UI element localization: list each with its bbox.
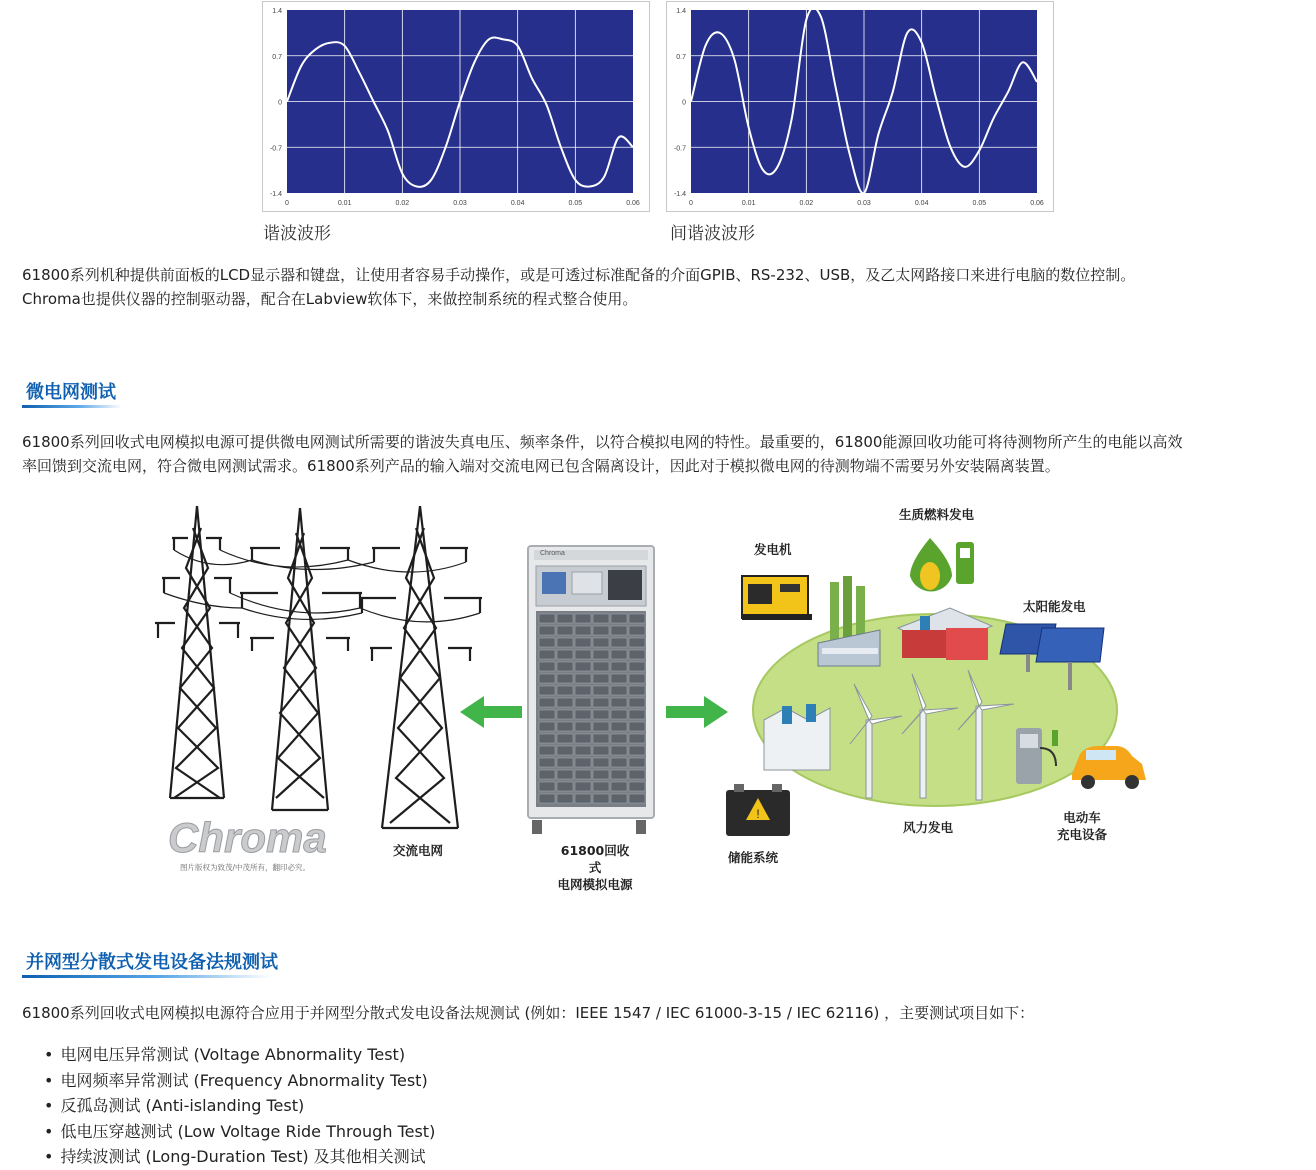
cabinet-module — [575, 746, 591, 755]
cabinet-module — [575, 722, 591, 731]
cabinet-module — [575, 638, 591, 647]
ev-charger-label-line-2: 充电设备 — [1056, 827, 1107, 842]
cabinet-module — [611, 638, 627, 647]
cabinet-module — [629, 710, 645, 719]
cabinet-module — [611, 746, 627, 755]
harmonic-waveform-caption: 谐波波形 — [263, 224, 331, 244]
x-tick-label: 0.01 — [337, 200, 352, 207]
cabinet-module — [593, 686, 609, 695]
cabinet-module — [557, 770, 573, 779]
interharmonic-waveform-chart — [667, 2, 1053, 211]
intro-line-2: Chroma也提供仪器的控制驱动器，配合在Labview软体下，来做控制系统的程式整合使用。 — [22, 290, 638, 308]
biofuel-label: 生质燃料发电 — [899, 507, 975, 522]
cabinet-module — [557, 710, 573, 719]
ev-charger-label-line-1: 电动车 — [1063, 810, 1101, 825]
cabinet-module — [593, 650, 609, 659]
x-tick-label: 0.05 — [568, 200, 583, 207]
microgrid-diagram — [150, 498, 1160, 888]
cabinet-module — [539, 734, 555, 743]
cabinet-module — [593, 782, 609, 791]
cabinet-module — [593, 722, 609, 731]
y-tick-label: 0.7 — [272, 53, 282, 61]
x-tick-label: 0.01 — [741, 200, 756, 207]
x-tick-label: 0.04 — [510, 200, 525, 207]
wind-label: 风力发电 — [903, 820, 954, 835]
cabinet-module — [611, 650, 627, 659]
list-item: • 电网电压异常测试 (Voltage Abnormality Test) — [44, 1042, 435, 1068]
list-item: • 持续波测试 (Long-Duration Test) 及其他相关测试 — [44, 1144, 435, 1170]
cabinet-module — [629, 662, 645, 671]
cabinet-module — [593, 710, 609, 719]
grid-simulator-label — [555, 842, 635, 893]
y-tick-label: -0.7 — [673, 145, 686, 153]
cabinet-module — [611, 662, 627, 671]
cabinet-module — [629, 674, 645, 683]
list-item: • 反孤岛测试 (Anti-islanding Test) — [44, 1093, 435, 1119]
generator-icon — [742, 576, 812, 620]
x-tick-label: 0.06 — [626, 200, 640, 207]
cabinet-module — [557, 674, 573, 683]
cabinet-module — [575, 794, 591, 803]
cabinet-module — [611, 734, 627, 743]
harmonic-waveform-panel — [262, 1, 650, 212]
cabinet-module — [629, 650, 645, 659]
x-tick-label: 0 — [689, 200, 693, 207]
x-tick-label: 0.02 — [799, 200, 814, 207]
cabinet-module — [611, 674, 627, 683]
cabinet-module — [593, 794, 609, 803]
cabinet-module — [575, 734, 591, 743]
arrow-to-microgrid-icon — [666, 696, 728, 728]
arrow-to-grid-icon — [460, 696, 522, 728]
grid-simulator-label-line-1: 61800回收式 — [560, 843, 630, 875]
generator-label: 发电机 — [754, 542, 792, 557]
cabinet-module — [539, 758, 555, 767]
cabinet-module — [593, 734, 609, 743]
cabinet-module — [593, 746, 609, 755]
battery-storage-icon — [726, 784, 790, 836]
grid-simulator-label-line-2: 电网模拟电源 — [557, 877, 633, 892]
y-tick-label: 0.7 — [676, 53, 686, 61]
cabinet-module — [539, 722, 555, 731]
cabinet-module — [539, 698, 555, 707]
cabinet-module — [539, 614, 555, 623]
cabinet-module — [629, 614, 645, 623]
cabinet-module — [593, 770, 609, 779]
cabinet-module — [539, 794, 555, 803]
microgrid-title-underline — [22, 405, 122, 408]
gridtie-section-title: 并网型分散式发电设备法规测试 — [26, 952, 278, 973]
cabinet-module — [611, 770, 627, 779]
cabinet-module — [539, 746, 555, 755]
cabinet-module — [539, 782, 555, 791]
copyright-notice: 图片版权为致茂/中茂所有，翻印必究。 — [180, 863, 311, 872]
cabinet-module — [539, 662, 555, 671]
cabinet-module — [611, 626, 627, 635]
cabinet-module — [575, 782, 591, 791]
cabinet-module — [539, 686, 555, 695]
storage-label: 储能系统 — [728, 850, 779, 865]
x-tick-label: 0.03 — [453, 200, 467, 207]
cabinet-module — [575, 710, 591, 719]
cabinet-module — [539, 638, 555, 647]
microgrid-paragraph — [22, 430, 1182, 478]
x-tick-label: 0.03 — [857, 200, 871, 207]
gridtie-test-list — [44, 1042, 435, 1170]
cabinet-module — [557, 722, 573, 731]
x-tick-label: 0.05 — [972, 200, 987, 207]
cabinet-module — [539, 770, 555, 779]
cabinet-module — [629, 746, 645, 755]
cabinet-module — [575, 686, 591, 695]
y-tick-label: 0 — [682, 99, 686, 107]
solar-label: 太阳能发电 — [1023, 599, 1086, 614]
cabinet-module — [539, 710, 555, 719]
microgrid-line-1: 61800系列回收式电网模拟电源可提供微电网测试所需要的谐波失真电压、频率条件，以符合模拟电网的特性。最重要的，61800能源回收功能可将待测物所产生的电能以高效 — [22, 433, 1183, 451]
ev-charger-label — [1054, 809, 1110, 843]
cabinet-module — [629, 782, 645, 791]
intro-line-1: 61800系列机种提供前面板的LCD显示器和键盘，让使用者容易手动操作，或是可透过标准配备的介面GPIB、RS-232、USB，及乙太网路接口来进行电脑的数位控制。 — [22, 266, 1136, 284]
cabinet-module — [557, 794, 573, 803]
electric-car-icon — [1072, 746, 1146, 789]
cabinet-module — [593, 758, 609, 767]
cabinet-module — [593, 674, 609, 683]
cabinet-module — [629, 758, 645, 767]
gridtie-intro: 61800系列回收式电网模拟电源符合应用于并网型分散式发电设备法规测试 (例如：IEEE 1547 / IEC 61000-3-15 / IEC 62116) ，主要测试项目如下： — [22, 1004, 1035, 1022]
cabinet-module — [629, 686, 645, 695]
battery-warning-glyph: ! — [756, 807, 760, 821]
cabinet-module — [611, 698, 627, 707]
y-tick-label: 0 — [278, 99, 282, 107]
cabinet-module — [593, 698, 609, 707]
cabinet-module — [575, 614, 591, 623]
cabinet-module — [557, 698, 573, 707]
cabinet-module — [611, 722, 627, 731]
y-tick-label: -1.4 — [673, 191, 686, 198]
interharmonic-waveform-panel — [666, 1, 1054, 212]
interharmonic-waveform-caption: 间谐波波形 — [670, 224, 755, 244]
cabinet-module — [557, 626, 573, 635]
y-tick-label: -0.7 — [269, 145, 282, 153]
cabinet-module — [611, 758, 627, 767]
cabinet-module — [611, 614, 627, 623]
cabinet-module — [557, 782, 573, 791]
cabinet-module — [593, 626, 609, 635]
cabinet-module — [575, 662, 591, 671]
cabinet-brand-text: Chroma — [540, 550, 565, 557]
cabinet-module — [575, 698, 591, 707]
cabinet-module — [575, 758, 591, 767]
cabinet-module — [557, 614, 573, 623]
cabinet-module — [557, 662, 573, 671]
cabinet-module — [593, 662, 609, 671]
gridtie-title-underline — [22, 975, 272, 978]
cabinet-module — [611, 782, 627, 791]
y-tick-label: 1.4 — [676, 8, 686, 15]
biofuel-icon — [910, 538, 974, 591]
ac-grid-label: 交流电网 — [393, 843, 444, 858]
cabinet-module — [557, 734, 573, 743]
cabinet-module — [575, 626, 591, 635]
list-item: • 低电压穿越测试 (Low Voltage Ride Through Test) — [44, 1119, 435, 1145]
grid-simulator-cabinet-icon — [528, 546, 654, 834]
cabinet-module — [539, 626, 555, 635]
transmission-tower-icon — [155, 506, 482, 828]
cabinet-module — [575, 770, 591, 779]
cabinet-module — [593, 638, 609, 647]
y-tick-label: -1.4 — [269, 191, 282, 198]
cabinet-module — [629, 722, 645, 731]
chroma-logo: Chroma — [168, 814, 327, 861]
cabinet-module — [629, 638, 645, 647]
cabinet-module — [539, 650, 555, 659]
cabinet-module — [575, 674, 591, 683]
microgrid-line-2: 率回馈到交流电网，符合微电网测试需求。61800系列产品的输入端对交流电网已包含隔离设计，因此对于模拟微电网的待测物端不需要另外安装隔离装置。 — [22, 457, 1060, 475]
y-tick-label: 1.4 — [272, 8, 282, 15]
cabinet-module — [629, 770, 645, 779]
microgrid-section-title: 微电网测试 — [26, 382, 116, 403]
cabinet-module — [611, 686, 627, 695]
cabinet-module — [611, 794, 627, 803]
cabinet-module — [557, 638, 573, 647]
harmonic-waveform-chart — [263, 2, 649, 211]
x-tick-label: 0 — [285, 200, 289, 207]
cabinet-module — [629, 626, 645, 635]
cabinet-module — [575, 650, 591, 659]
cabinet-module — [593, 614, 609, 623]
x-tick-label: 0.06 — [1030, 200, 1044, 207]
intro-paragraph — [22, 263, 1135, 311]
cabinet-module — [629, 794, 645, 803]
x-tick-label: 0.02 — [395, 200, 410, 207]
cabinet-module — [611, 710, 627, 719]
x-tick-label: 0.04 — [914, 200, 929, 207]
cabinet-module — [557, 650, 573, 659]
list-item: • 电网频率异常测试 (Frequency Abnormality Test) — [44, 1068, 435, 1094]
cabinet-module — [557, 686, 573, 695]
cabinet-module — [629, 698, 645, 707]
cabinet-module — [557, 758, 573, 767]
cabinet-module — [629, 734, 645, 743]
cabinet-module — [539, 674, 555, 683]
cabinet-module — [557, 746, 573, 755]
